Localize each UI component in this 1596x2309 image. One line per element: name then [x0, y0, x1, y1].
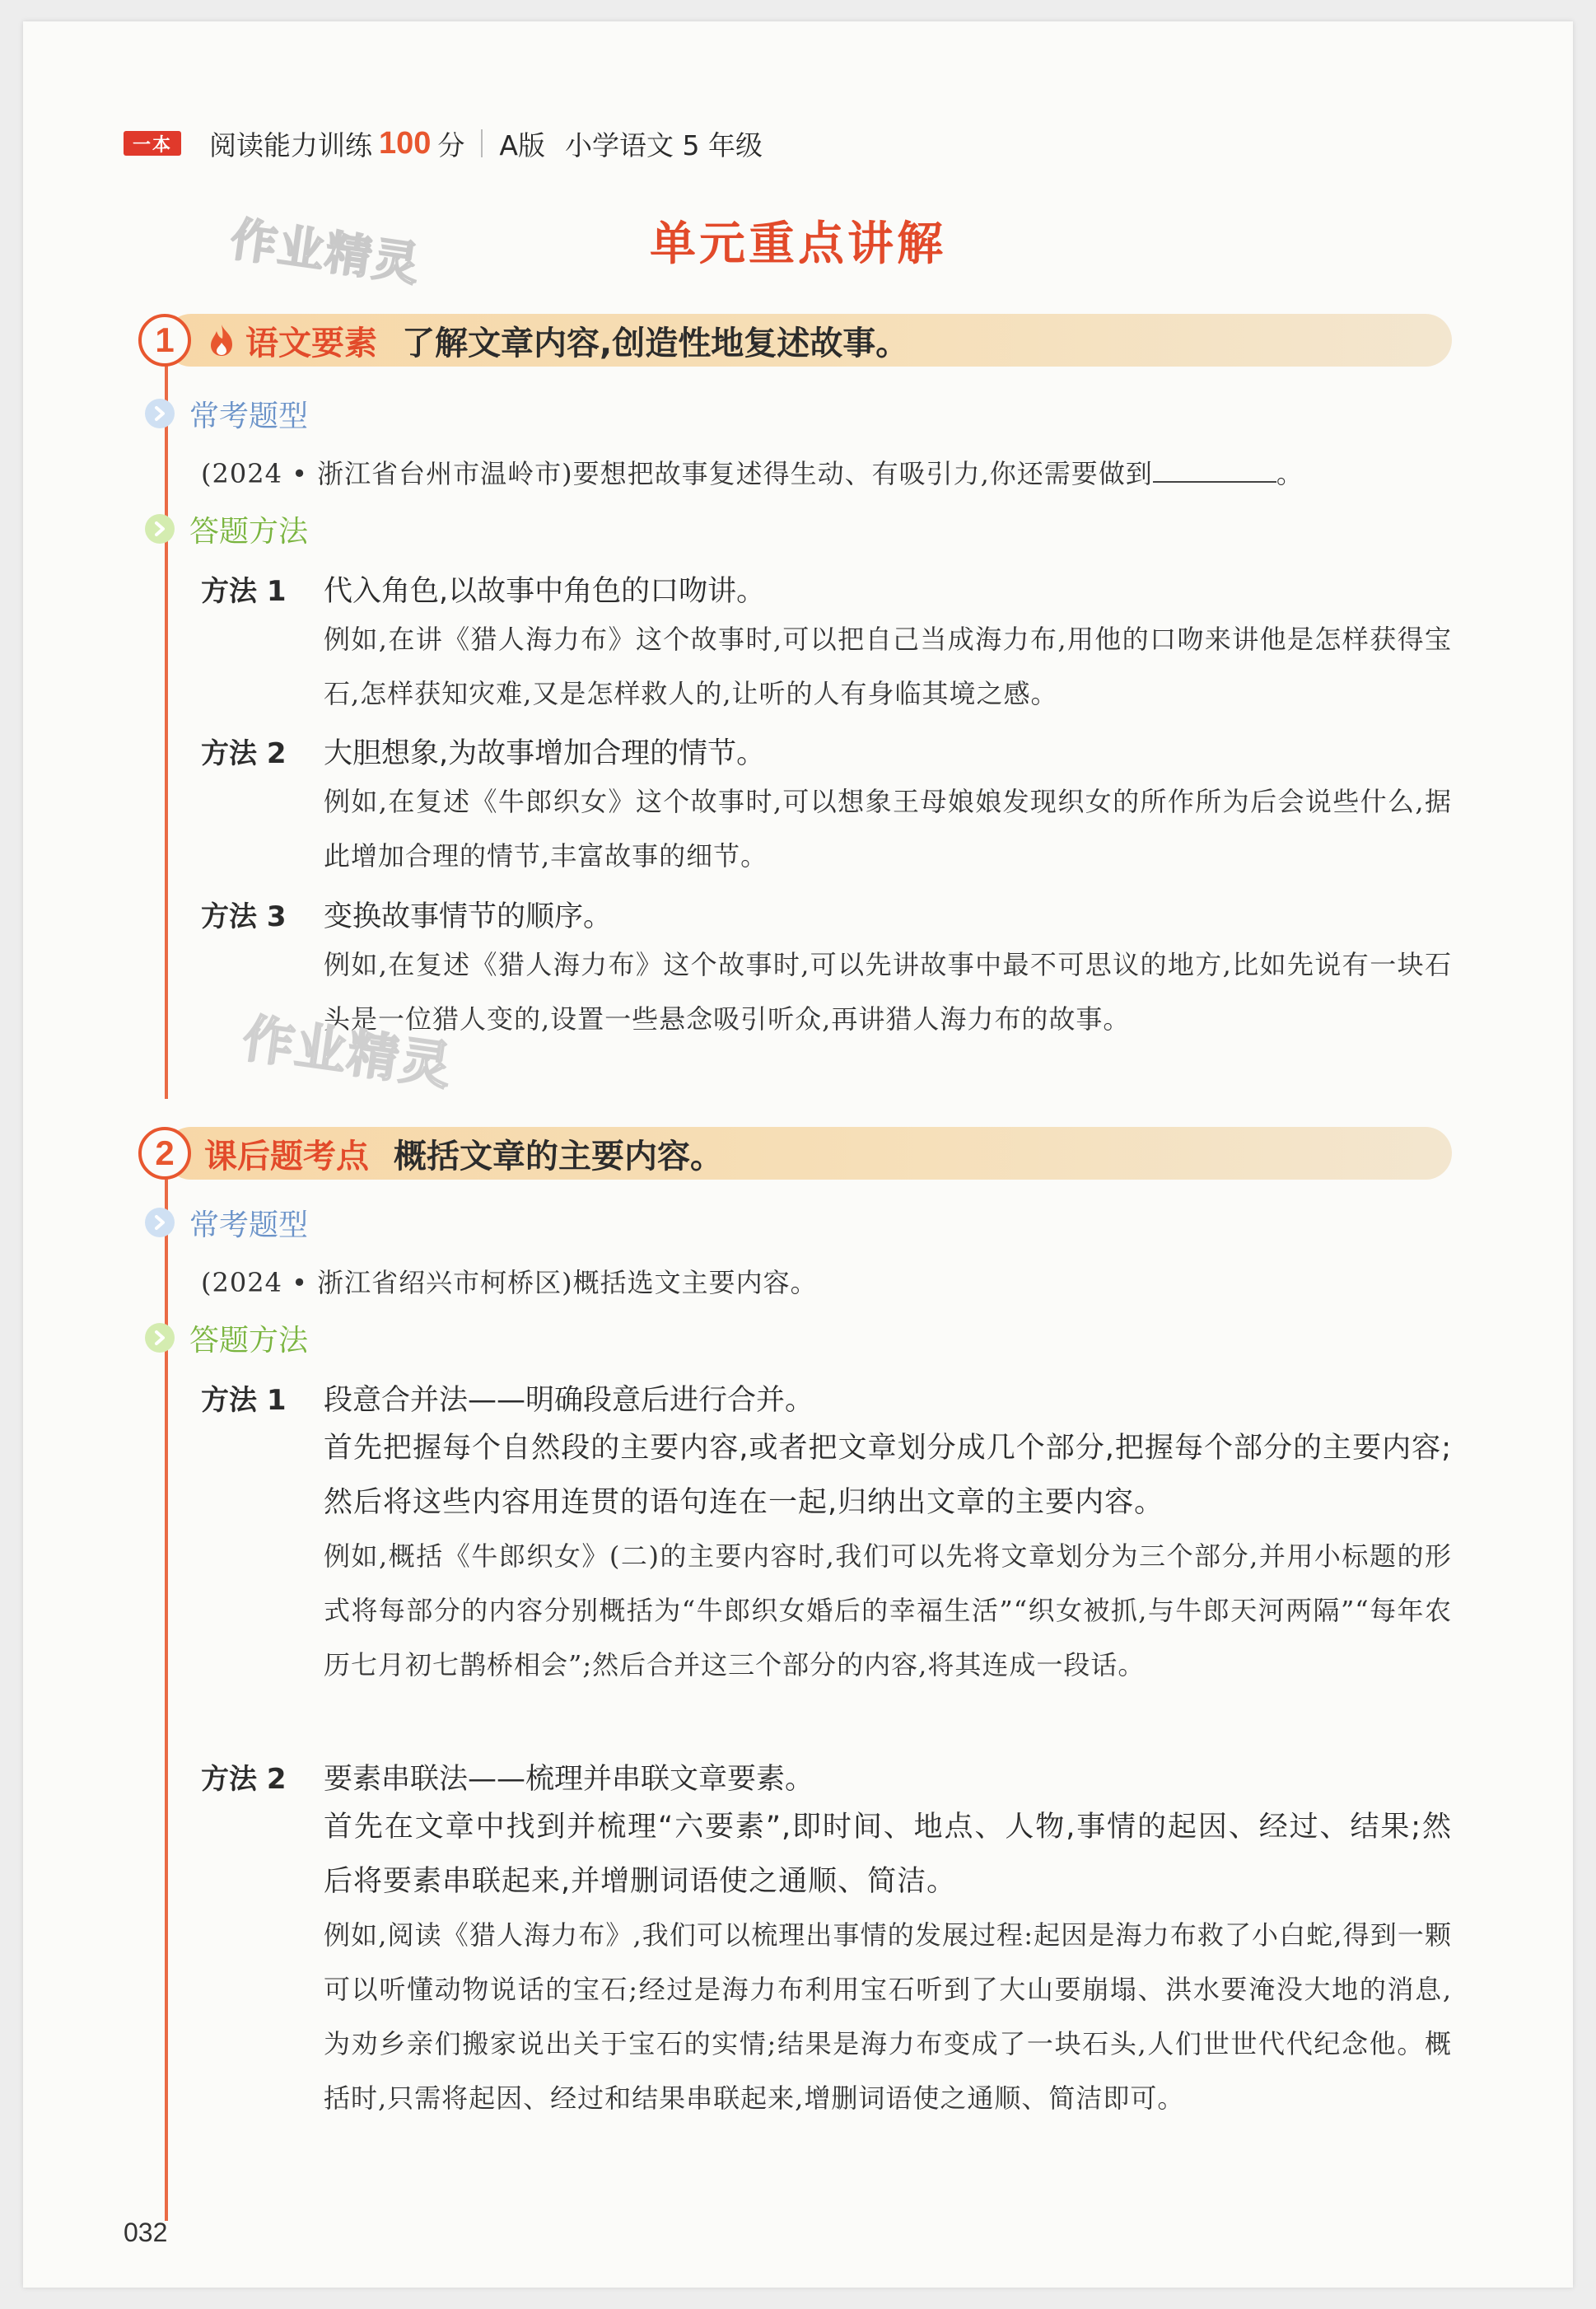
method-label: 方法 2	[201, 1763, 287, 1796]
flame-icon	[208, 323, 236, 358]
section-2-number: 2	[138, 1127, 191, 1180]
method-label: 方法 1	[201, 1384, 287, 1417]
subhead-label: 常考题型	[189, 1208, 309, 1242]
question-end: 。	[1276, 458, 1304, 489]
section-2-rule	[165, 1157, 168, 2221]
section-2-text: 概括文章的主要内容。	[394, 1137, 723, 1176]
method-heading: 大胆想象,为故事增加合理的情节。	[324, 737, 766, 770]
section-1-method-subhead	[145, 509, 308, 549]
method-label: 方法 1	[201, 575, 287, 608]
chevron-right-icon	[145, 1208, 175, 1237]
section-2-question-subhead	[145, 1203, 308, 1242]
chevron-right-icon	[145, 399, 175, 428]
question-text: (2024 • 浙江省台州市温岭市)要想把故事复述得生动、有吸引力,你还需要做到	[201, 458, 1153, 489]
grade-label: 小学语文 5 年级	[564, 129, 763, 161]
book-header	[124, 125, 763, 161]
section-1-question-subhead	[145, 394, 308, 433]
method-label: 方法 3	[201, 900, 287, 933]
section-2-heading	[204, 1127, 723, 1180]
publisher-logo: 一本	[124, 131, 181, 156]
method-heading: 要素串联法——梳理并串联文章要素。	[324, 1763, 814, 1796]
method-heading: 变换故事情节的顺序。	[324, 900, 613, 933]
subhead-label: 常考题型	[189, 399, 309, 433]
header-divider	[481, 129, 483, 157]
series-score-unit: 分	[437, 129, 465, 161]
series-score: 100	[379, 125, 432, 161]
section-1-rule	[165, 343, 168, 1099]
watermark: 作业精灵	[239, 1007, 457, 1097]
method-example: 例如,在讲《猎人海力布》这个故事时,可以把自己当成海力布,用他的口吻来讲他是怎样获得宝石,怎样获知灾难,又是怎样救人的,让听的人有身临其境之感。	[324, 624, 1452, 709]
chevron-right-icon	[145, 514, 175, 544]
watermark: 作业精灵	[226, 213, 424, 292]
subhead-label: 答题方法	[189, 1323, 309, 1358]
section-1-question	[201, 453, 1304, 491]
method-heading: 段意合并法——明确段意后进行合并。	[324, 1384, 814, 1417]
method-example: 例如,阅读《猎人海力布》,我们可以梳理出事情的发展过程:起因是海力布救了小白蛇,得到一颗可以听懂动物说话的宝石;经过是海力布利用宝石听到了大山要崩塌、洪水要淹没大地的消息,为劝乡亲们搬家说出关于宝石的实情;结果是海力布变成了一块石头,人们世世代代纪念他。概括时,只需将起因、经过和结果串联起来,增删词语使之通顺、简洁即可。	[324, 1919, 1452, 2114]
method-example: 例如,概括《牛郎织女》(二)的主要内容时,我们可以先将文章划分为三个部分,并用小标题的形式将每部分的内容分别概括为“牛郎织女婚后的幸福生活”“织女被抓,与牛郎天河两隔”“每年农历七月初七鹊桥相会”;然后合并这三个部分的内容,将其连成一段话。	[324, 1540, 1452, 1680]
method-heading: 代入角色,以故事中角色的口吻讲。	[324, 575, 766, 608]
section-1-heading	[208, 314, 908, 367]
method-example: 例如,在复述《猎人海力布》这个故事时,可以先讲故事中最不可思议的地方,比如先说有一块石头是一位猎人变的,设置一些悬念吸引听众,再讲猎人海力布的故事。	[324, 949, 1452, 1035]
method-body: 首先在文章中找到并梳理“六要素”,即时间、地点、人物,事情的起因、经过、结果;然后将要素串联起来,并增删词语使之通顺、简洁。	[324, 1811, 1452, 1898]
method-body: 首先把握每个自然段的主要内容,或者把文章划分成几个部分,把握每个部分的主要内容;然后将这些内容用连贯的语句连在一起,归纳出文章的主要内容。	[324, 1432, 1452, 1519]
section-2-question: (2024 • 浙江省绍兴市柯桥区)概括选文主要内容。	[201, 1267, 818, 1298]
section-1-text: 了解文章内容,创造性地复述故事。	[402, 324, 909, 362]
edition-label: A版	[499, 129, 545, 161]
subhead-label: 答题方法	[189, 514, 309, 549]
page-title: 单元重点讲解	[650, 217, 946, 271]
section-1-label: 语文要素	[245, 324, 377, 362]
section-2-label: 课后题考点	[204, 1137, 369, 1176]
series-title: 阅读能力训练	[209, 129, 372, 161]
section-2-method-subhead	[145, 1318, 308, 1358]
section-1-number: 1	[138, 314, 191, 367]
method-example: 例如,在复述《牛郎织女》这个故事时,可以想象王母娘娘发现织女的所作所为后会说些什么,据此增加合理的情节,丰富故事的细节。	[324, 786, 1452, 872]
method-label: 方法 2	[201, 737, 287, 770]
answer-blank	[1153, 456, 1276, 483]
chevron-right-icon	[145, 1323, 175, 1353]
page-number: 032	[124, 2218, 168, 2247]
